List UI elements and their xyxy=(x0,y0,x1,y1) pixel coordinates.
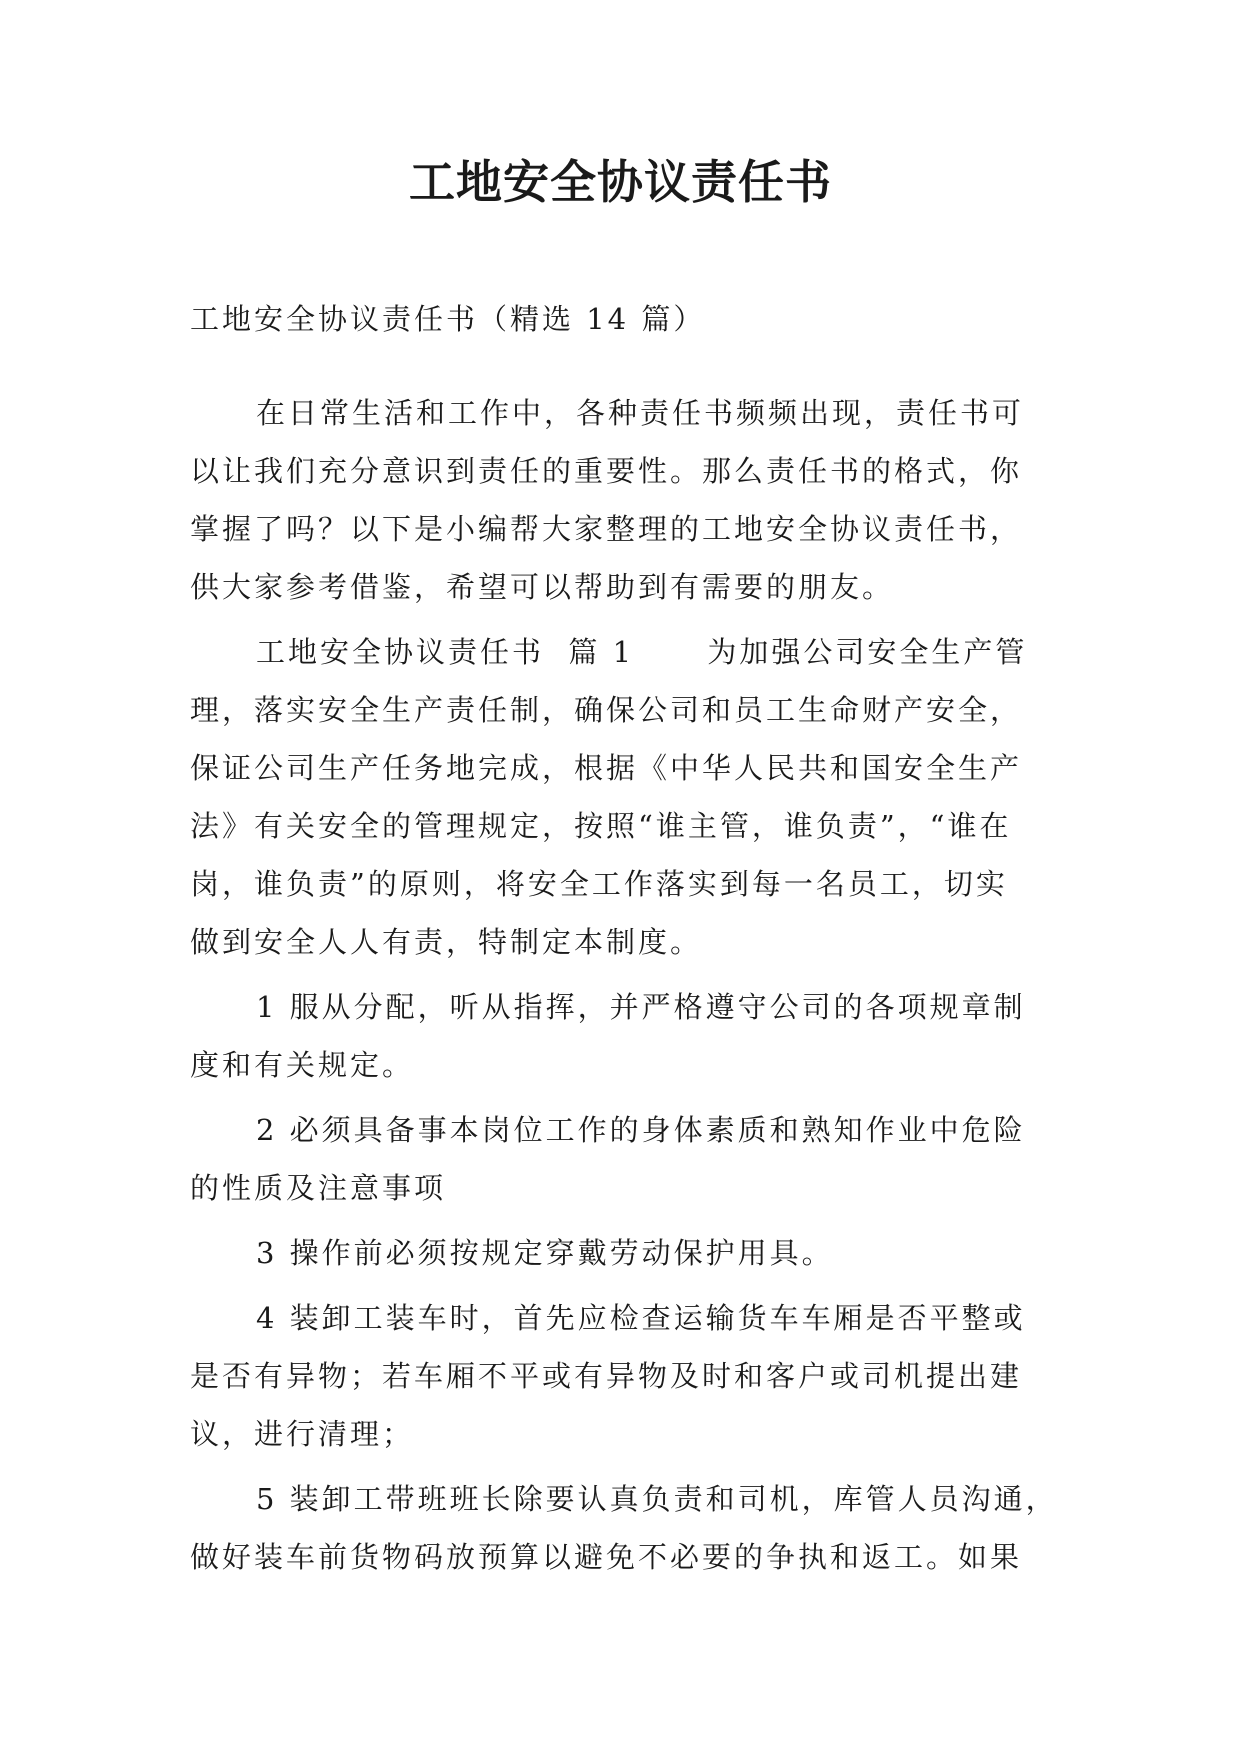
paragraph-line: 度和有关规定。 xyxy=(190,1048,415,1082)
paragraph-line: 1 服从分配，听从指挥，并严格遵守公司的各项规章制 xyxy=(256,990,1026,1024)
document-title: 工地安全协议责任书 xyxy=(409,155,832,209)
paragraph-line: 以让我们充分意识到责任的重要性。那么责任书的格式，你 xyxy=(190,454,1023,488)
paragraph-line: 议，进行清理； xyxy=(190,1417,415,1451)
paragraph-line: 5 装卸工带班班长除要认真负责和司机，库管人员沟通， xyxy=(256,1482,1058,1516)
list-item-1 xyxy=(190,978,1060,1094)
paragraph-intro xyxy=(190,384,1060,616)
paragraph-line: 理，落实安全生产责任制，确保公司和员工生命财产安全， xyxy=(190,693,1023,727)
paragraph-line: 岗，谁负责”的原则，将安全工作落实到每一名员工，切实 xyxy=(190,867,1008,901)
paragraph-line: 掌握了吗？以下是小编帮大家整理的工地安全协议责任书， xyxy=(190,512,1023,546)
list-item-2 xyxy=(190,1101,1060,1217)
list-item-5 xyxy=(190,1470,1060,1586)
paragraph-line: 在日常生活和工作中，各种责任书频频出现，责任书可 xyxy=(256,396,1025,430)
paragraph-line: 工地安全协议责任书 篇 1 为加强公司安全生产管 xyxy=(256,635,1028,669)
document-body xyxy=(190,290,1060,1593)
paragraph-line: 2 必须具备事本岗位工作的身体素质和熟知作业中危险 xyxy=(256,1113,1026,1147)
paragraph-line: 4 装卸工装车时，首先应检查运输货车车厢是否平整或 xyxy=(256,1301,1026,1335)
paragraph-part-1 xyxy=(190,623,1060,971)
document-subtitle: 工地安全协议责任书（精选 14 篇） xyxy=(190,302,706,336)
paragraph-line: 3 操作前必须按规定穿戴劳动保护用具。 xyxy=(256,1236,834,1270)
paragraph-line: 法》有关安全的管理规定，按照“谁主管，谁负责”，“谁在 xyxy=(190,809,1012,843)
paragraph-line: 保证公司生产任务地完成，根据《中华人民共和国安全生产 xyxy=(190,751,1023,785)
list-item-3 xyxy=(190,1224,1060,1282)
paragraph-line: 做好装车前货物码放预算以避免不必要的争执和返工。如果 xyxy=(190,1540,1023,1574)
paragraph-line: 是否有异物；若车厢不平或有异物及时和客户或司机提出建 xyxy=(190,1359,1023,1393)
paragraph-line: 做到安全人人有责，特制定本制度。 xyxy=(190,925,703,959)
list-item-4 xyxy=(190,1289,1060,1463)
paragraph-line: 供大家参考借鉴，希望可以帮助到有需要的朋友。 xyxy=(190,570,895,604)
paragraph-line: 的性质及注意事项 xyxy=(190,1171,447,1205)
